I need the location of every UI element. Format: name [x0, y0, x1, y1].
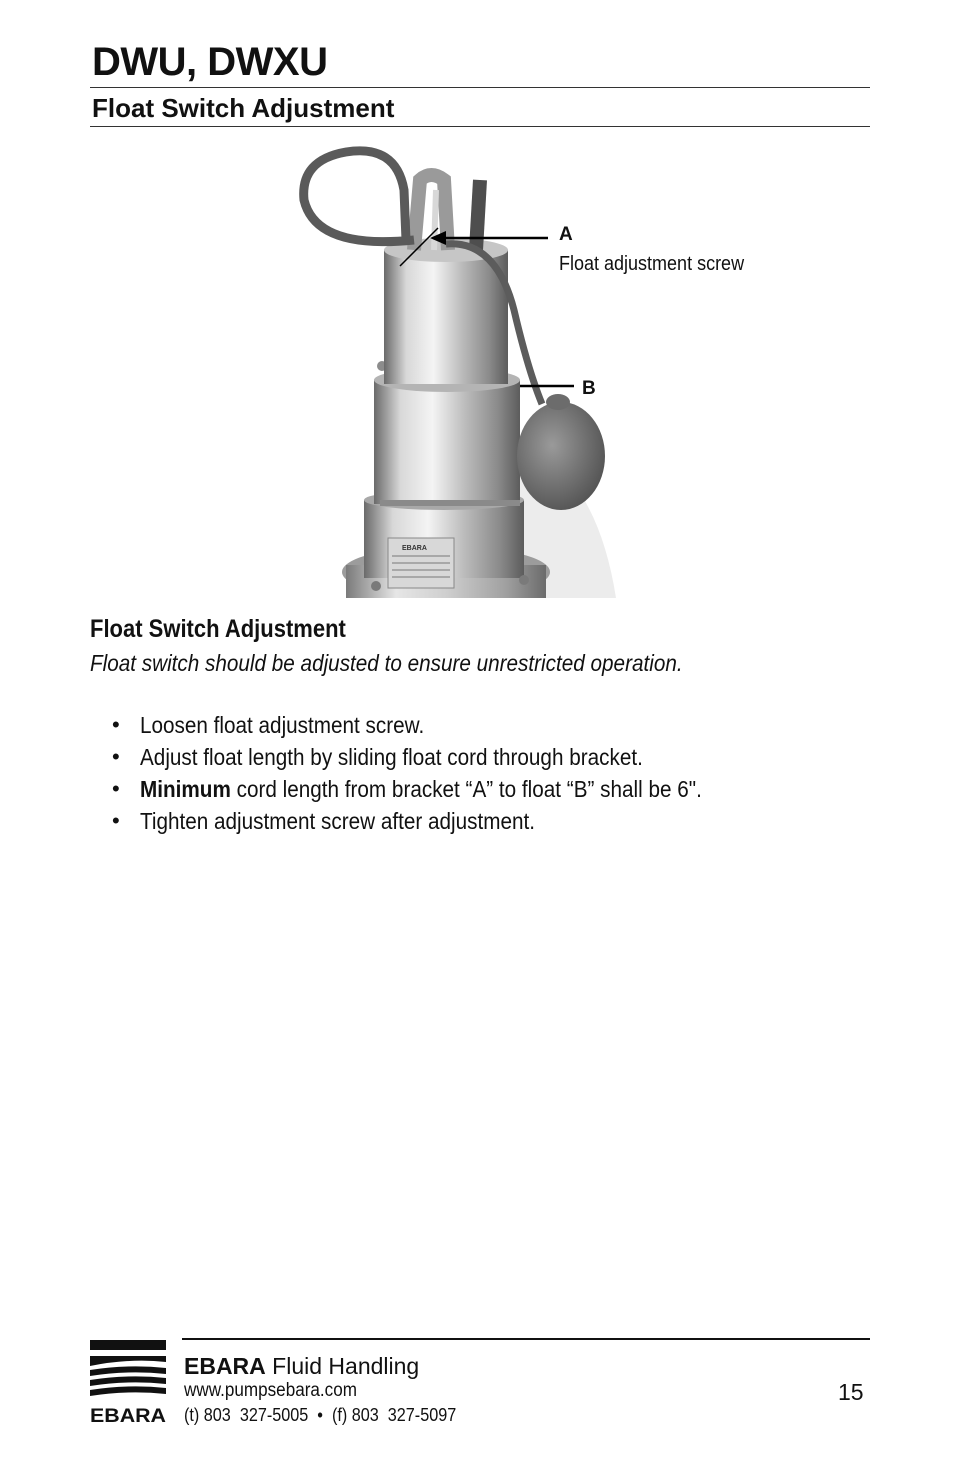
company-name: [184, 1352, 419, 1380]
website-link[interactable]: www.pumpsebara.com: [184, 1380, 357, 1401]
bullet-icon: •: [112, 776, 120, 801]
company-brand: EBARA: [184, 1353, 266, 1379]
company-division: Fluid Handling: [265, 1353, 420, 1379]
procedure-steps: [110, 710, 764, 838]
label-a-description: Float adjustment screw: [559, 253, 745, 275]
section-title: Float Switch Adjustment: [92, 93, 395, 123]
bullet-icon: •: [112, 744, 120, 769]
label-a: A: [559, 224, 573, 245]
title-divider: [90, 87, 870, 88]
step-text: Adjust float length by sliding float cord through bracket.: [140, 744, 643, 770]
procedure-note: Float switch should be adjusted to ensure unrestricted operation.: [90, 650, 683, 676]
list-item: [110, 710, 764, 742]
label-b: B: [582, 378, 596, 399]
step-text: Tighten adjustment screw after adjustment.: [140, 808, 536, 834]
step-emphasis: Minimum: [140, 776, 231, 802]
page-number: 15: [838, 1379, 864, 1405]
ebara-logo: [90, 1340, 168, 1424]
nameplate-brand: EBARA: [402, 545, 427, 552]
contact-numbers: (t) 803 327-5005 • (f) 803 327-5097: [184, 1405, 457, 1425]
step-text-rest: cord length from bracket “A” to float “B” shall be 6".: [230, 776, 702, 802]
document-title: DWU, DWXU: [92, 40, 328, 84]
step-text: [140, 774, 702, 804]
pump-photo: [296, 140, 776, 598]
logo-wordmark: EBARA: [90, 1406, 167, 1424]
step-text: Loosen float adjustment screw.: [140, 712, 425, 738]
footer-divider: [182, 1338, 870, 1340]
list-item: [110, 806, 764, 838]
bullet-icon: •: [112, 712, 120, 737]
bullet-icon: •: [112, 808, 120, 833]
section-divider: [90, 126, 870, 127]
list-item: [110, 774, 764, 806]
procedure-heading: Float Switch Adjustment: [90, 615, 346, 643]
list-item: [110, 742, 764, 774]
